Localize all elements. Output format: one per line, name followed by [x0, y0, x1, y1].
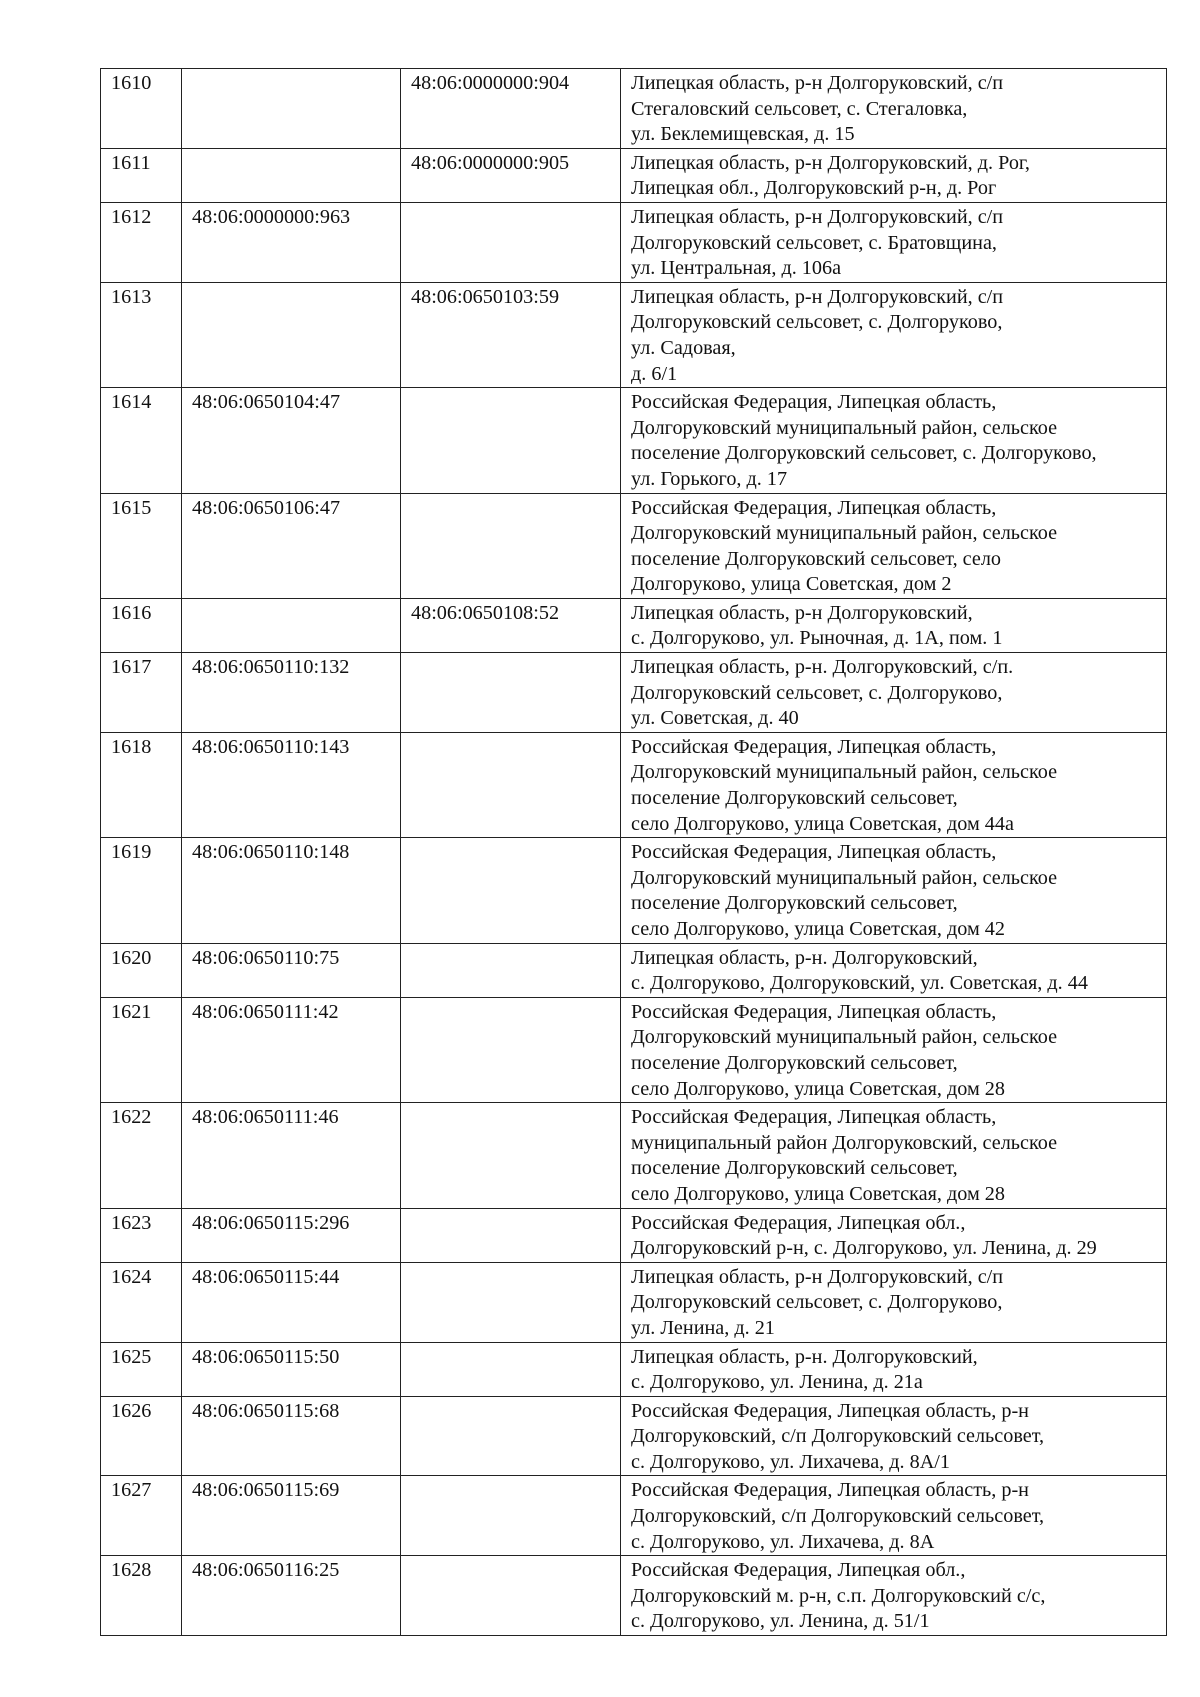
- object-cadastral-number-cell: 48:06:0650103:59: [401, 282, 621, 387]
- cadastral-number-cell: [182, 148, 401, 202]
- table-row: [101, 943, 1167, 997]
- object-cadastral-number-cell: [401, 943, 621, 997]
- object-cadastral-number-cell: [401, 997, 621, 1102]
- address-cell: Российская Федерация, Липецкая область, Долгоруковский муниципальный район, сельское поселение Долгоруковский сельсовет, село Долгоруково, улица Советская, дом 28: [621, 997, 1167, 1102]
- cadastral-number-cell: 48:06:0650110:143: [182, 732, 401, 837]
- table-row: [101, 282, 1167, 387]
- object-cadastral-number-cell: [401, 1476, 621, 1556]
- address-cell: Липецкая область, р-н Долгоруковский, с/п Долгоруковский сельсовет, с. Долгоруково, ул. Садовая, д. 6/1: [621, 282, 1167, 387]
- cadastral-number-cell: [182, 282, 401, 387]
- table-row: [101, 1476, 1167, 1556]
- address-cell: Липецкая область, р-н Долгоруковский, с/п Стегаловский сельсовет, с. Стегаловка, ул. Беклемищевская, д. 15: [621, 69, 1167, 149]
- cadastral-number-cell: 48:06:0650116:25: [182, 1556, 401, 1636]
- table-row: [101, 653, 1167, 733]
- cadastral-number-cell: 48:06:0650111:42: [182, 997, 401, 1102]
- row-number-cell: 1627: [101, 1476, 182, 1556]
- table-row: [101, 69, 1167, 149]
- address-cell: Российская Федерация, Липецкая область, Долгоруковский муниципальный район, сельское поселение Долгоруковский сельсовет, село Долгоруково, улица Советская, дом 42: [621, 838, 1167, 943]
- object-cadastral-number-cell: [401, 202, 621, 282]
- row-number-cell: 1623: [101, 1208, 182, 1262]
- table-row: [101, 838, 1167, 943]
- row-number-cell: 1610: [101, 69, 182, 149]
- address-cell: Липецкая область, р-н Долгоруковский, с/п Долгоруковский сельсовет, с. Долгоруково, ул. Ленина, д. 21: [621, 1262, 1167, 1342]
- table-row: [101, 1103, 1167, 1208]
- row-number-cell: 1624: [101, 1262, 182, 1342]
- address-cell: Российская Федерация, Липецкая обл., Долгоруковский р-н, с. Долгоруково, ул. Ленина, д. 29: [621, 1208, 1167, 1262]
- table-row: [101, 1342, 1167, 1396]
- cadastral-number-cell: 48:06:0650115:50: [182, 1342, 401, 1396]
- row-number-cell: 1618: [101, 732, 182, 837]
- address-cell: Российская Федерация, Липецкая область, Долгоруковский муниципальный район, сельское поселение Долгоруковский сельсовет, с. Долгоруково, ул. Горького, д. 17: [621, 388, 1167, 493]
- cadastral-number-cell: [182, 598, 401, 652]
- cadastral-number-cell: 48:06:0650115:296: [182, 1208, 401, 1262]
- row-number-cell: 1621: [101, 997, 182, 1102]
- object-cadastral-number-cell: [401, 1556, 621, 1636]
- cadastral-number-cell: 48:06:0650115:44: [182, 1262, 401, 1342]
- object-cadastral-number-cell: [401, 1103, 621, 1208]
- property-table: [100, 68, 1167, 1636]
- table-row: [101, 388, 1167, 493]
- cadastral-number-cell: 48:06:0000000:963: [182, 202, 401, 282]
- cadastral-number-cell: 48:06:0650104:47: [182, 388, 401, 493]
- address-cell: Российская Федерация, Липецкая область, муниципальный район Долгоруковский, сельское поселение Долгоруковский сельсовет, село Долгоруково, улица Советская, дом 28: [621, 1103, 1167, 1208]
- object-cadastral-number-cell: [401, 1396, 621, 1476]
- row-number-cell: 1611: [101, 148, 182, 202]
- row-number-cell: 1614: [101, 388, 182, 493]
- row-number-cell: 1628: [101, 1556, 182, 1636]
- address-cell: Российская Федерация, Липецкая область, р-н Долгоруковский, с/п Долгоруковский сельсовет, с. Долгоруково, ул. Лихачева, д. 8А: [621, 1476, 1167, 1556]
- address-cell: Липецкая область, р-н. Долгоруковский, с. Долгоруково, ул. Ленина, д. 21а: [621, 1342, 1167, 1396]
- object-cadastral-number-cell: [401, 838, 621, 943]
- table-row: [101, 1262, 1167, 1342]
- cadastral-number-cell: 48:06:0650115:69: [182, 1476, 401, 1556]
- address-cell: Российская Федерация, Липецкая область, р-н Долгоруковский, с/п Долгоруковский сельсовет, с. Долгоруково, ул. Лихачева, д. 8А/1: [621, 1396, 1167, 1476]
- cadastral-number-cell: 48:06:0650110:75: [182, 943, 401, 997]
- cadastral-number-cell: 48:06:0650110:148: [182, 838, 401, 943]
- object-cadastral-number-cell: [401, 388, 621, 493]
- object-cadastral-number-cell: [401, 1262, 621, 1342]
- address-cell: Липецкая область, р-н Долгоруковский, с/п Долгоруковский сельсовет, с. Братовщина, ул. Центральная, д. 106а: [621, 202, 1167, 282]
- object-cadastral-number-cell: 48:06:0000000:905: [401, 148, 621, 202]
- address-cell: Липецкая область, р-н. Долгоруковский, с/п. Долгоруковский сельсовет, с. Долгоруково, ул. Советская, д. 40: [621, 653, 1167, 733]
- row-number-cell: 1613: [101, 282, 182, 387]
- object-cadastral-number-cell: [401, 1342, 621, 1396]
- row-number-cell: 1626: [101, 1396, 182, 1476]
- object-cadastral-number-cell: 48:06:0000000:904: [401, 69, 621, 149]
- row-number-cell: 1620: [101, 943, 182, 997]
- address-cell: Липецкая область, р-н Долгоруковский, с. Долгоруково, ул. Рыночная, д. 1А, пом. 1: [621, 598, 1167, 652]
- row-number-cell: 1619: [101, 838, 182, 943]
- table-row: [101, 148, 1167, 202]
- table-row: [101, 1556, 1167, 1636]
- cadastral-number-cell: 48:06:0650115:68: [182, 1396, 401, 1476]
- table-row: [101, 997, 1167, 1102]
- table-row: [101, 202, 1167, 282]
- cadastral-number-cell: 48:06:0650106:47: [182, 493, 401, 598]
- address-cell: Российская Федерация, Липецкая область, Долгоруковский муниципальный район, сельское поселение Долгоруковский сельсовет, село Долгоруково, улица Советская, дом 44а: [621, 732, 1167, 837]
- table-row: [101, 598, 1167, 652]
- table-row: [101, 1396, 1167, 1476]
- object-cadastral-number-cell: [401, 653, 621, 733]
- table-body: [101, 69, 1167, 1636]
- address-cell: Российская Федерация, Липецкая область, Долгоруковский муниципальный район, сельское поселение Долгоруковский сельсовет, село Долгоруково, улица Советская, дом 2: [621, 493, 1167, 598]
- object-cadastral-number-cell: [401, 493, 621, 598]
- row-number-cell: 1622: [101, 1103, 182, 1208]
- row-number-cell: 1616: [101, 598, 182, 652]
- address-cell: Липецкая область, р-н. Долгоруковский, с. Долгоруково, Долгоруковский, ул. Советская, д. 44: [621, 943, 1167, 997]
- row-number-cell: 1612: [101, 202, 182, 282]
- object-cadastral-number-cell: [401, 732, 621, 837]
- object-cadastral-number-cell: 48:06:0650108:52: [401, 598, 621, 652]
- cadastral-number-cell: 48:06:0650111:46: [182, 1103, 401, 1208]
- cadastral-number-cell: [182, 69, 401, 149]
- cadastral-number-cell: 48:06:0650110:132: [182, 653, 401, 733]
- address-cell: Липецкая область, р-н Долгоруковский, д. Рог, Липецкая обл., Долгоруковский р-н, д. Рог: [621, 148, 1167, 202]
- row-number-cell: 1625: [101, 1342, 182, 1396]
- row-number-cell: 1617: [101, 653, 182, 733]
- table-row: [101, 493, 1167, 598]
- table-row: [101, 732, 1167, 837]
- address-cell: Российская Федерация, Липецкая обл., Долгоруковский м. р-н, с.п. Долгоруковский с/с, с. Долгоруково, ул. Ленина, д. 51/1: [621, 1556, 1167, 1636]
- object-cadastral-number-cell: [401, 1208, 621, 1262]
- table-row: [101, 1208, 1167, 1262]
- row-number-cell: 1615: [101, 493, 182, 598]
